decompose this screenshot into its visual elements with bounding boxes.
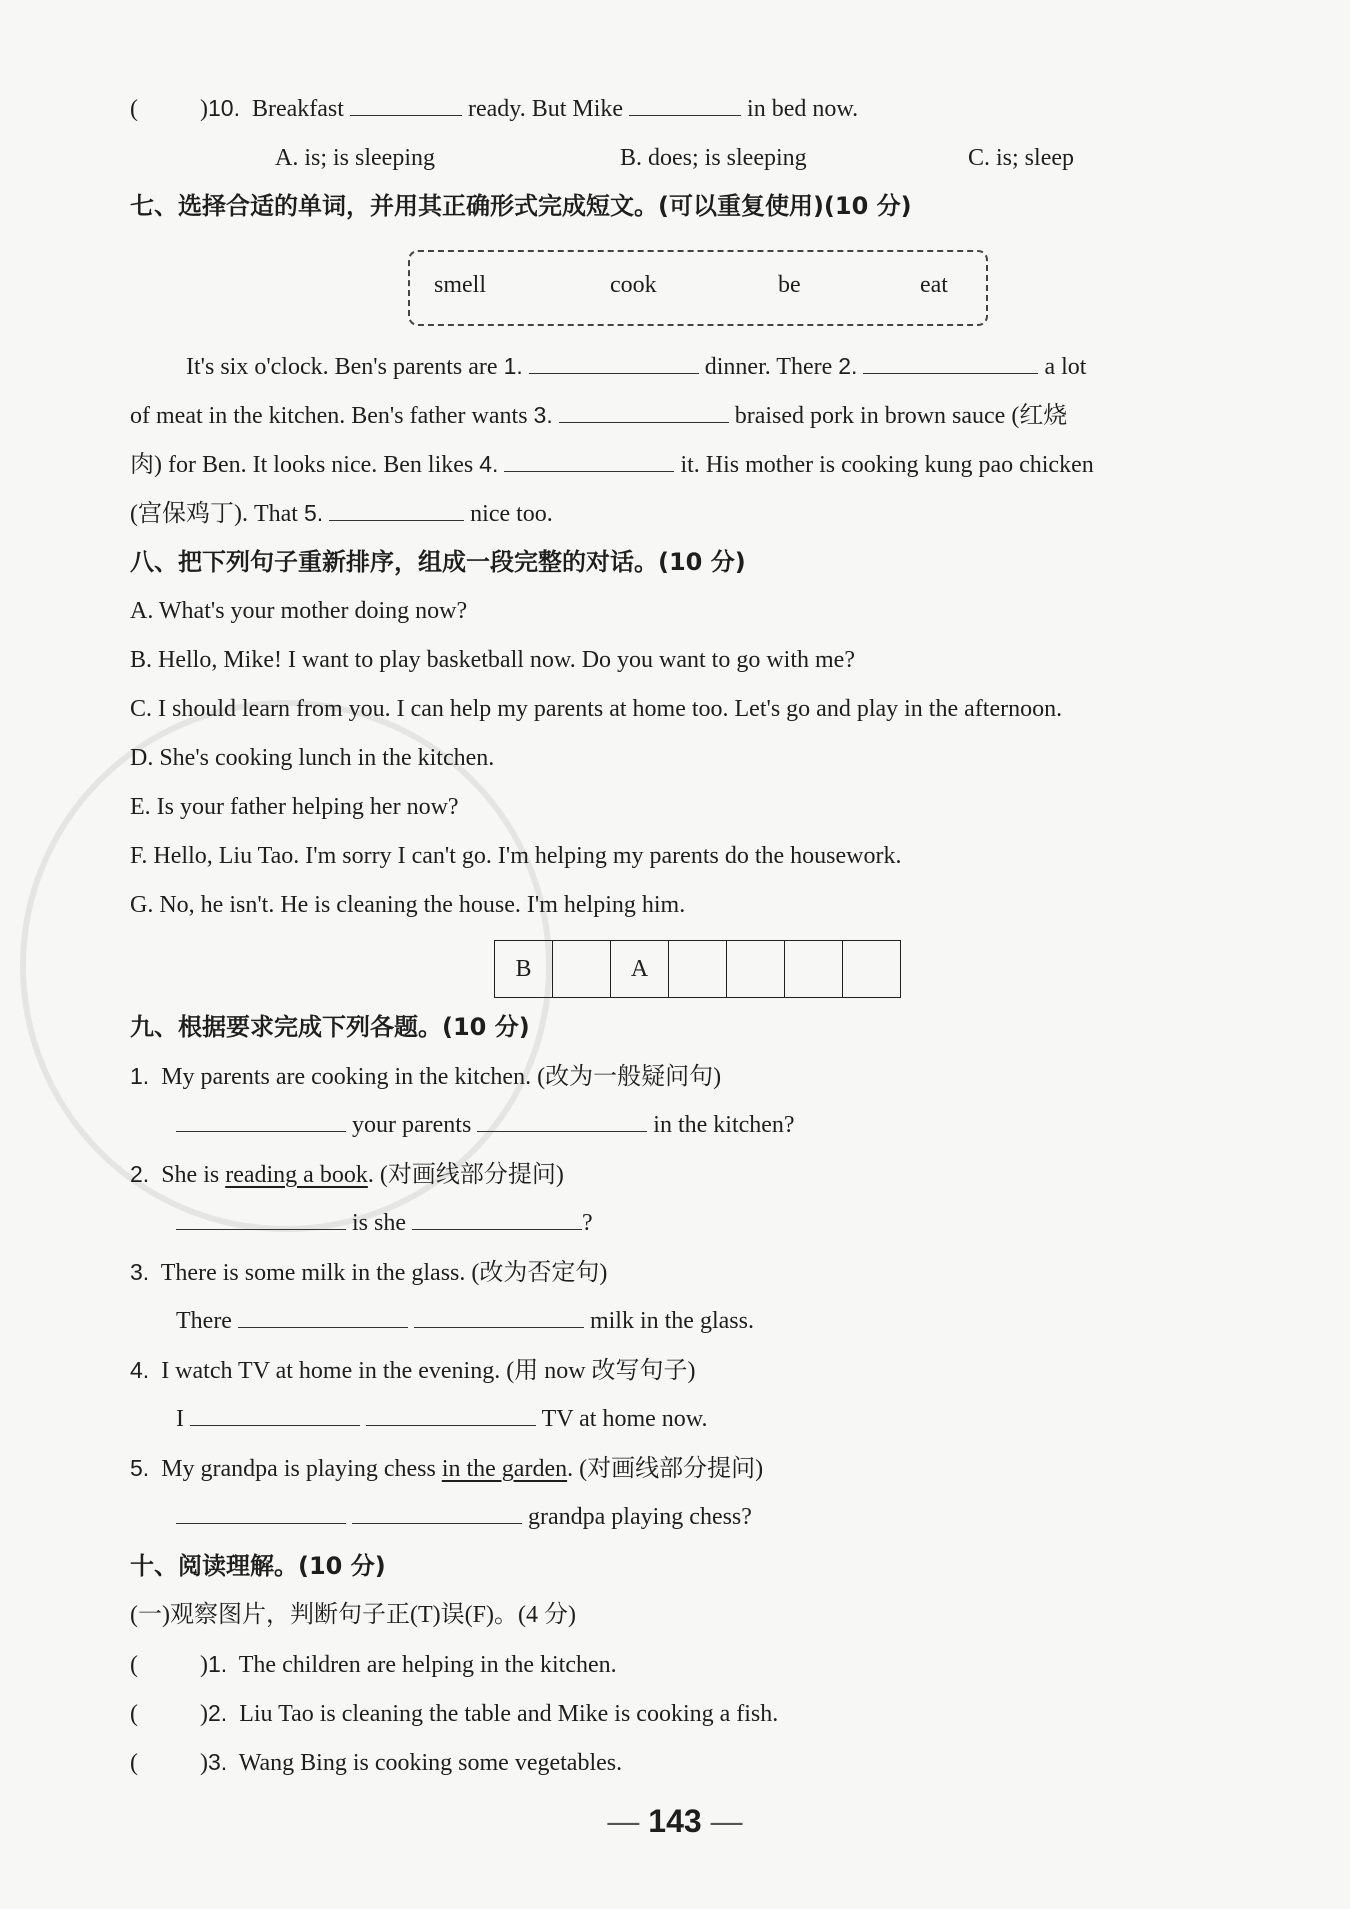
passage-line-4: (宫保鸡丁). That 5. nice too. [130, 500, 553, 527]
order-cell[interactable] [785, 941, 843, 997]
order-cell[interactable]: A [611, 941, 669, 997]
answer-blank[interactable] [414, 1305, 584, 1328]
answer-blank[interactable] [329, 498, 464, 521]
order-cell[interactable] [669, 941, 727, 997]
watermark-stamp [20, 700, 552, 1232]
word-bank [408, 250, 988, 326]
dialogue-item: G. No, he isn't. He is cleaning the house. I'm helping him. [130, 892, 686, 918]
word-bank-item: eat [920, 272, 948, 298]
true-false-item: ( )3. Wang Bing is cooking some vegetables. [130, 1749, 623, 1776]
page-number: — 143 — [607, 1803, 743, 1839]
answer-blank[interactable] [190, 1403, 360, 1426]
passage-line-3: 肉) for Ben. It looks nice. Ben likes 4. it. His mother is cooking kung pao chicken [130, 451, 1094, 478]
answer-blank[interactable] [366, 1403, 536, 1426]
word-bank-item: smell [434, 272, 486, 298]
question-10: ( )10. Breakfast ready. But Mike in bed now. [130, 95, 859, 122]
dialogue-item: C. I should learn from you. I can help my parents at home too. Let's go and play in the afternoon. [130, 696, 1063, 722]
answer-blank[interactable] [238, 1305, 408, 1328]
order-cell[interactable] [553, 941, 611, 997]
passage-line-1: It's six o'clock. Ben's parents are 1. dinner. There 2. a lot [186, 353, 1087, 380]
rewrite-q4: 4. I watch TV at home in the evening. (用 now 改写句子) [130, 1357, 696, 1384]
dialogue-item: D. She's cooking lunch in the kitchen. [130, 745, 495, 771]
order-cell[interactable] [843, 941, 900, 997]
word-bank-item: be [778, 272, 801, 298]
true-false-item: ( )1. The children are helping in the kitchen. [130, 1651, 617, 1678]
answer-blank[interactable] [350, 93, 462, 116]
answer-blank[interactable] [863, 351, 1038, 374]
answer-blank[interactable] [559, 400, 729, 423]
answer-blank[interactable] [352, 1501, 522, 1524]
passage-line-2: of meat in the kitchen. Ben's father wants 3. braised pork in brown sauce (红烧 [130, 402, 1068, 429]
rewrite-q3-answer: There milk in the glass. [176, 1305, 754, 1337]
answer-blank[interactable] [176, 1501, 346, 1524]
answer-blank[interactable] [176, 1207, 346, 1230]
rewrite-q1: 1. My parents are cooking in the kitchen. (改为一般疑问句) [130, 1063, 722, 1090]
answer-blank[interactable] [529, 351, 699, 374]
dialogue-item: F. Hello, Liu Tao. I'm sorry I can't go. I'm helping my parents do the housework. [130, 843, 902, 869]
order-cell[interactable] [727, 941, 785, 997]
section-10-heading: 十、阅读理解。(10 分) [130, 1552, 386, 1580]
option-b: B. does; is sleeping [620, 145, 807, 171]
order-answer-grid [494, 940, 901, 998]
dialogue-item: B. Hello, Mike! I want to play basketball now. Do you want to go with me? [130, 647, 855, 673]
order-cell[interactable]: B [495, 941, 553, 997]
answer-blank[interactable] [504, 449, 674, 472]
section-7-heading: 七、选择合适的单词，并用其正确形式完成短文。(可以重复使用)(10 分) [130, 192, 912, 220]
answer-blank[interactable] [477, 1109, 647, 1132]
section-8-heading: 八、把下列句子重新排序，组成一段完整的对话。(10 分) [130, 548, 746, 576]
rewrite-q2-answer: is she ? [176, 1207, 593, 1239]
true-false-item: ( )2. Liu Tao is cleaning the table and Mike is cooking a fish. [130, 1700, 779, 1727]
answer-blank[interactable] [412, 1207, 582, 1230]
rewrite-q5-answer: grandpa playing chess? [176, 1501, 752, 1533]
rewrite-q2: 2. She is reading a book. (对画线部分提问) [130, 1161, 564, 1188]
answer-blank[interactable] [176, 1109, 346, 1132]
option-c: C. is; sleep [968, 145, 1074, 171]
rewrite-q1-answer: your parents in the kitchen? [176, 1109, 795, 1141]
section-10-subheading: (一)观察图片，判断句子正(T)误(F)。(4 分) [130, 1602, 576, 1628]
rewrite-q4-answer: I TV at home now. [176, 1403, 708, 1435]
dialogue-item: A. What's your mother doing now? [130, 598, 468, 624]
section-9-heading: 九、根据要求完成下列各题。(10 分) [130, 1013, 530, 1041]
rewrite-q5: 5. My grandpa is playing chess in the garden. (对画线部分提问) [130, 1455, 764, 1482]
dialogue-item: E. Is your father helping her now? [130, 794, 459, 820]
word-bank-item: cook [610, 272, 657, 298]
option-a: A. is; is sleeping [275, 145, 435, 171]
answer-blank[interactable] [629, 93, 741, 116]
rewrite-q3: 3. There is some milk in the glass. (改为否定句) [130, 1259, 608, 1286]
